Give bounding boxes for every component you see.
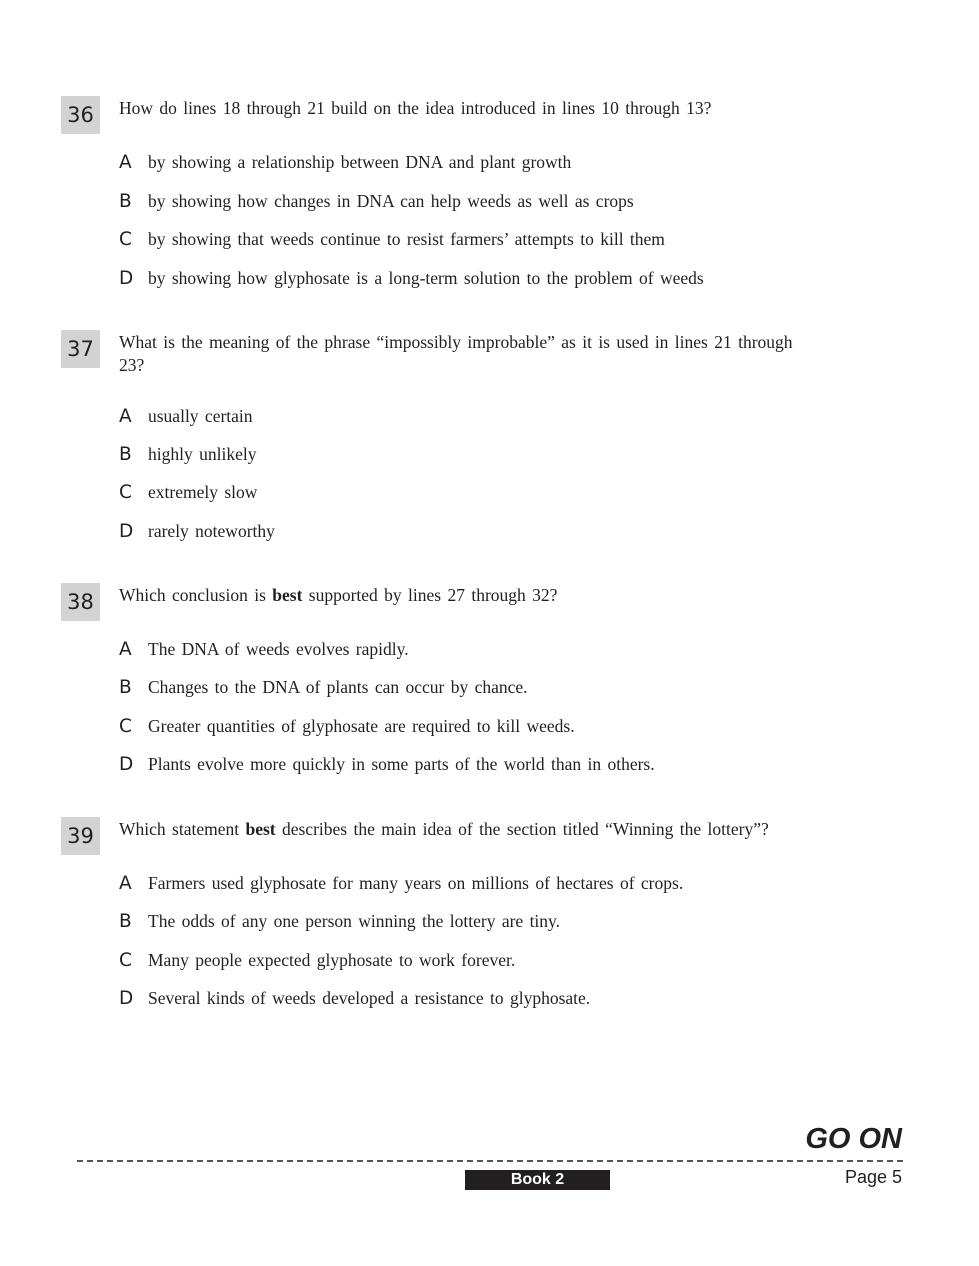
question-text: [119, 97, 839, 120]
answer-option-c[interactable]: [119, 227, 879, 251]
option-letter: B: [119, 677, 132, 698]
option-letter: A: [119, 873, 132, 894]
question-text-part: What is the meaning of the phrase “impossibly improbable” as it is used in lines 21 through 23?: [119, 332, 793, 375]
answer-option-c[interactable]: [119, 948, 879, 972]
option-text: by showing that weeds continue to resist farmers’ attempts to kill them: [148, 229, 665, 249]
question-text-part: How do lines 18 through 21 build on the idea introduced in lines 10 through 13?: [119, 98, 712, 118]
option-text: Farmers used glyphosate for many years on millions of hectares of crops.: [148, 873, 684, 893]
answer-option-b[interactable]: [119, 675, 879, 699]
answer-option-b[interactable]: [119, 189, 879, 213]
answer-option-d[interactable]: [119, 986, 879, 1010]
option-text: Changes to the DNA of plants can occur by chance.: [148, 677, 528, 697]
emphasis-best: best: [272, 585, 303, 605]
option-letter: C: [119, 482, 132, 503]
option-letter: D: [119, 988, 134, 1009]
go-on-label: GO ON: [805, 1123, 902, 1155]
question-text: [119, 818, 879, 841]
option-text: The odds of any one person winning the lottery are tiny.: [148, 911, 561, 931]
question-text-part: describes the main idea of the section titled “Winning the lottery”?: [275, 819, 769, 839]
option-text: extremely slow: [148, 482, 258, 502]
option-letter: A: [119, 639, 132, 660]
answer-option-d[interactable]: [119, 519, 879, 543]
option-letter: C: [119, 716, 132, 737]
question-text: [119, 584, 839, 607]
option-text: The DNA of weeds evolves rapidly.: [148, 639, 409, 659]
answer-option-b[interactable]: [119, 442, 879, 466]
answer-option-d[interactable]: [119, 752, 879, 776]
question-text: [119, 331, 809, 377]
emphasis-best: best: [245, 819, 276, 839]
option-text: Many people expected glyphosate to work forever.: [148, 950, 516, 970]
option-letter: B: [119, 191, 132, 212]
option-text: by showing how glyphosate is a long-term solution to the problem of weeds: [148, 268, 704, 288]
question-number-badge: 38: [61, 583, 100, 621]
book-label: Book 2: [465, 1170, 610, 1190]
question-number-badge: 36: [61, 96, 100, 134]
question-number-badge: 37: [61, 330, 100, 368]
answer-option-b[interactable]: [119, 909, 879, 933]
option-letter: A: [119, 152, 132, 173]
answer-option-d[interactable]: [119, 266, 879, 290]
option-letter: B: [119, 911, 132, 932]
page-number: Page 5: [844, 1167, 902, 1187]
option-letter: D: [119, 521, 134, 542]
option-text: by showing how changes in DNA can help weeds as well as crops: [148, 191, 634, 211]
answer-option-a[interactable]: [119, 404, 879, 428]
option-text: rarely noteworthy: [148, 521, 275, 541]
answer-option-c[interactable]: [119, 714, 879, 738]
option-letter: D: [119, 754, 134, 775]
option-text: usually certain: [148, 406, 253, 426]
option-text: by showing a relationship between DNA and plant growth: [148, 152, 572, 172]
answer-option-c[interactable]: [119, 480, 879, 504]
option-letter: C: [119, 950, 132, 971]
answer-option-a[interactable]: [119, 150, 879, 174]
option-letter: A: [119, 406, 132, 427]
option-letter: C: [119, 229, 132, 250]
answer-option-a[interactable]: [119, 637, 879, 661]
question-text-part: Which conclusion is: [119, 585, 273, 605]
dashed-divider: [77, 1160, 903, 1162]
option-text: Plants evolve more quickly in some parts of the world than in others.: [148, 754, 655, 774]
option-text: highly unlikely: [148, 444, 257, 464]
question-text-part: supported by lines 27 through 32?: [302, 585, 558, 605]
option-text: Greater quantities of glyphosate are required to kill weeds.: [148, 716, 575, 736]
option-letter: B: [119, 444, 132, 465]
question-text-part: Which statement: [119, 819, 246, 839]
option-text: Several kinds of weeds developed a resistance to glyphosate.: [148, 988, 591, 1008]
answer-option-a[interactable]: [119, 871, 879, 895]
option-letter: D: [119, 268, 134, 289]
question-number-badge: 39: [61, 817, 100, 855]
